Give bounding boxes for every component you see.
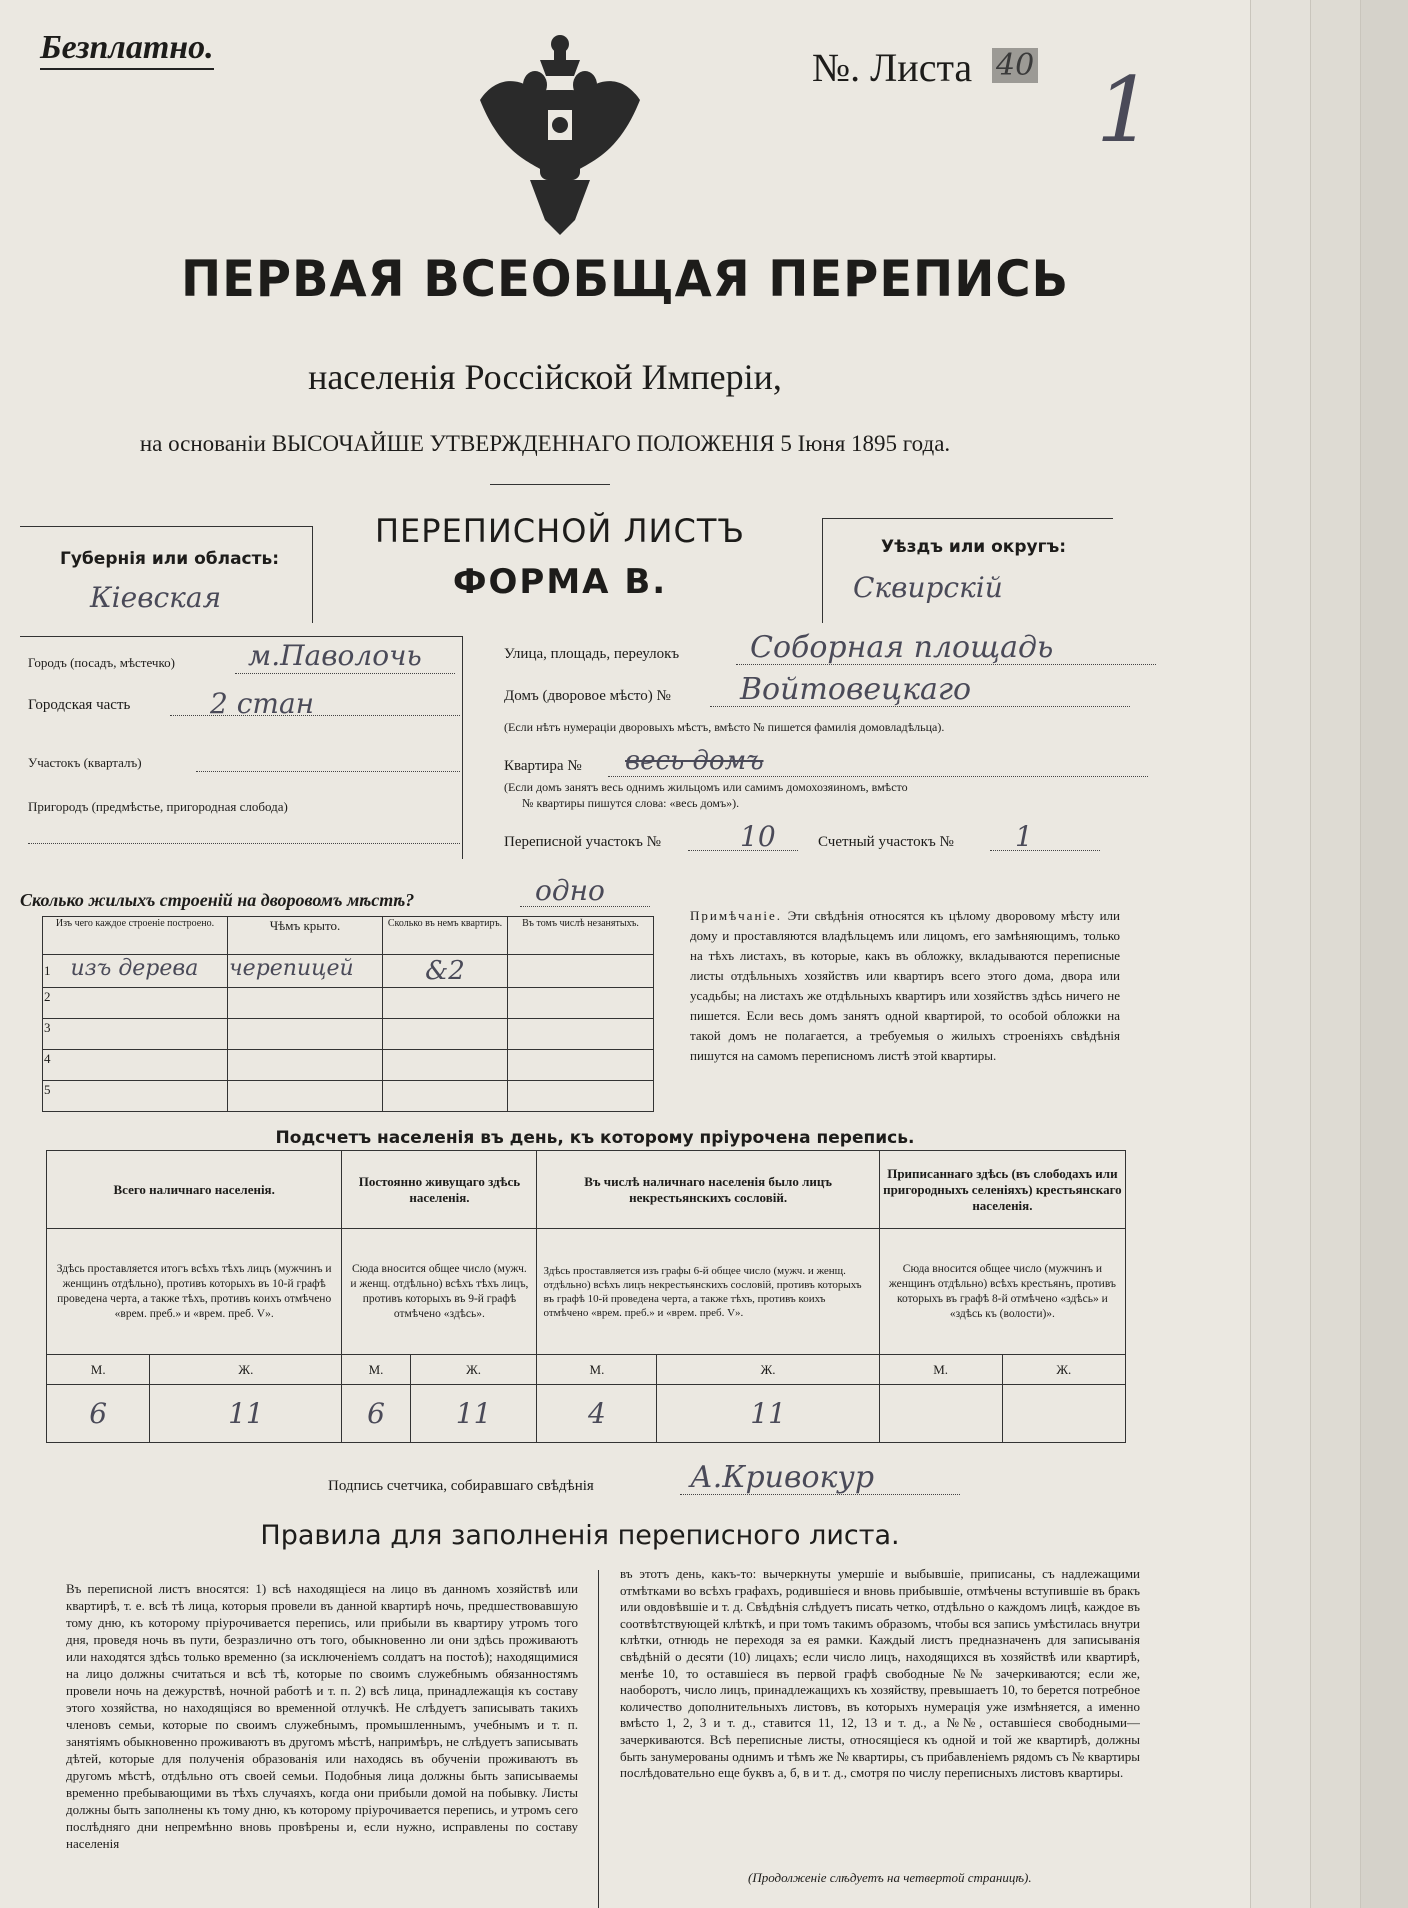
signature-label: Подпись счетчика, собиравшаго свѣдѣнія xyxy=(328,1478,594,1494)
house-value: Войтовецкаго xyxy=(740,672,972,707)
table-row xyxy=(43,1050,654,1081)
apartments-value xyxy=(383,1081,508,1112)
apartment-field-line xyxy=(608,776,1148,777)
uezd-value: Сквирскій xyxy=(853,571,1003,604)
buildings-table xyxy=(42,916,654,1112)
document-subtitle: населенія Россійской Имперіи, xyxy=(308,357,782,397)
vacant-value xyxy=(508,1019,654,1050)
roof-value xyxy=(228,988,383,1019)
table-row xyxy=(43,1081,654,1112)
street-label: Улица, площадь, переулокъ xyxy=(504,646,680,662)
uezd-label: Уѣздъ или округъ: xyxy=(881,537,1067,557)
suburb-label: Пригородъ (предмѣстье, пригородная слобода) xyxy=(28,799,288,814)
table-row xyxy=(43,988,654,1019)
uezd-box xyxy=(822,518,1113,623)
suburb-field-line xyxy=(28,843,460,844)
table-row xyxy=(43,955,654,988)
header-vacant: Въ томъ числѣ незанятыхъ. xyxy=(508,917,654,955)
column-title-non-peasant: Въ числѣ наличнаго населенія было лицъ некрестьянскихъ сословій. xyxy=(537,1151,879,1229)
male-label: М. xyxy=(342,1355,410,1385)
underlying-sheet-edge xyxy=(1360,0,1408,1908)
apartments-value xyxy=(383,1050,508,1081)
apartment-note-2: № квартиры пишутся слова: «весь домъ»). xyxy=(522,796,740,810)
document-title: ПЕРВАЯ ВСЕОБЩАЯ ПЕРЕПИСЬ xyxy=(180,250,1070,308)
rules-divider xyxy=(598,1570,599,1908)
vacant-value xyxy=(508,955,654,988)
census-area-value: 10 xyxy=(740,820,776,853)
district-field-line xyxy=(196,771,460,772)
column-title-present: Всего наличнаго населенія. xyxy=(47,1151,342,1229)
column-desc-permanent: Сюда вносится общее число (мужч. и женщ. отдѣльно) всѣхъ тѣхъ лицъ, противъ которыхъ въ 9-й графѣ отмѣчено «здѣсь». xyxy=(342,1229,537,1355)
column-desc-peasant: Сюда вносится общее число (мужчинъ и женщинъ отдѣльно) всѣхъ крестьянъ, противъ которыхъ въ графѣ 8-й отмѣчено «здѣсь» и «здѣсь къ (волости)». xyxy=(879,1229,1125,1355)
roof-value: черепицей xyxy=(228,955,383,988)
underlying-sheet-edge xyxy=(1250,0,1311,1908)
city-part-value: 2 стан xyxy=(210,687,315,720)
house-note: (Если нѣтъ нумераціи дворовыхъ мѣстъ, вмѣсто № пишется фамилія домовладѣльца). xyxy=(504,720,945,734)
vacant-value xyxy=(508,988,654,1019)
row-number: 5 xyxy=(43,1081,228,1112)
sheet-number-label: №. Листа xyxy=(812,45,973,90)
count-area-field-line xyxy=(990,850,1100,851)
population-heading: Подсчетъ населенія въ день, къ которому пріурочена перепись. xyxy=(275,1128,915,1148)
male-label: М. xyxy=(879,1355,1002,1385)
present-female-value: 11 xyxy=(150,1385,342,1443)
header-apartments: Сколько въ немъ квартиръ. xyxy=(383,917,508,955)
rules-title: Правила для заполненія переписного листа. xyxy=(260,1520,900,1551)
roof-value xyxy=(228,1019,383,1050)
non-peasant-female-value: 11 xyxy=(657,1385,879,1443)
male-label: М. xyxy=(537,1355,657,1385)
signature-value: А.Кривокур xyxy=(690,1460,875,1495)
population-table xyxy=(46,1150,1126,1443)
decree-basis: на основаніи ВЫСОЧАЙШЕ УТВЕРЖДЕННАГО ПОЛОЖЕНІЯ 5 Іюня 1895 года. xyxy=(139,431,951,456)
free-label: Безплатно. xyxy=(40,28,214,70)
city-value: м.Паволочь xyxy=(248,639,422,672)
buildings-question: Сколько жилыхъ строеній на дворовомъ мѣстѣ? xyxy=(20,890,415,910)
present-male-value: 6 xyxy=(47,1385,150,1443)
city-part-label: Городская часть xyxy=(28,697,131,713)
permanent-male-value: 6 xyxy=(342,1385,410,1443)
header-roof: Чѣмъ крыто. xyxy=(228,917,383,955)
note-block xyxy=(690,906,1120,1066)
row-number: 1 xyxy=(44,963,51,978)
column-title-permanent: Постоянно живущаго здѣсь населенія. xyxy=(342,1151,537,1229)
row-number: 4 xyxy=(43,1050,228,1081)
female-label: Ж. xyxy=(150,1355,342,1385)
row-number: 3 xyxy=(43,1019,228,1050)
non-peasant-male-value: 4 xyxy=(537,1385,657,1443)
apartments-value xyxy=(383,1019,508,1050)
double-headed-eagle-emblem xyxy=(470,30,650,240)
material-value: изъ дерева xyxy=(70,956,199,981)
permanent-female-value: 11 xyxy=(410,1385,537,1443)
rules-right-text: въ этотъ день, какъ-то: вычеркнуты умершіе и выбывшіе, приписаны, съ надлежащими отмѣтками во всѣхъ графахъ, родившіеся и вновь прибывшіе, отмѣчены вступившіе въ бракъ или овдовѣвшіе и т. д. Свѣдѣнія слѣдуетъ писать четко, отдѣльно о каждомъ лицѣ, каждое въ соотвѣтствующей клѣткѣ, и при томъ такимъ образомъ, чтобы вся запись умѣстилась внутри клѣтки, отнюдь не переходя за ея рамки. Каждый листъ предназначенъ для записыванія свѣдѣній о десяти (10) лицахъ; если число лицъ, находящихся въ хозяйствѣ или квартирѣ, менѣе 10, то оставшіеся въ первой графѣ свободные №№ зачеркиваются; если же, наоборотъ, число лицъ, принадлежащихъ къ хозяйству, превышаетъ 10, то берется потребное количество дополнительныхъ листовъ, въ которыхъ нумерація уже измѣняется, а именно вмѣсто 1, 2, 3 и т. д., ставится 11, 12, 13 и т. д., а №№, оставшіеся свободными—зачеркиваются. Всѣ переписные листы, относящіеся къ одной и той же квартирѣ, должны быть занумерованы однимъ и тѣмъ же № квартиры, съ прибавленіемъ рядомъ съ № квартиры послѣдовательно еще буквъ а, б, в и т. д., смотря по числу переписныхъ листовъ квартиры. xyxy=(620,1566,1140,1781)
form-name: ФОРМА В. xyxy=(452,562,668,602)
column-desc-present: Здѣсь проставляется итогъ всѣхъ тѣхъ лицъ (мужчинъ и женщинъ отдѣльно), противъ которыхъ въ 10-й графѣ проведена черта, а также тѣхъ, противъ коихъ отмѣчено «врем. преб.» и «врем. преб. V». xyxy=(47,1229,342,1355)
count-area-label: Счетный участокъ № xyxy=(818,834,954,850)
count-area-value: 1 xyxy=(1015,820,1033,853)
district-label: Участокъ (кварталъ) xyxy=(28,755,142,770)
city-field-line xyxy=(235,673,455,674)
buildings-answer: одно xyxy=(535,874,605,907)
male-label: М. xyxy=(47,1355,150,1385)
apartments-value xyxy=(383,988,508,1019)
vacant-value xyxy=(508,1081,654,1112)
female-label: Ж. xyxy=(1002,1355,1125,1385)
apartment-value: весь домъ xyxy=(625,746,764,776)
peasant-female-value xyxy=(1002,1385,1125,1443)
row-number: 2 xyxy=(43,988,228,1019)
gubernia-value: Кіевская xyxy=(90,581,222,614)
list-title: ПЕРЕПИСНОЙ ЛИСТЪ xyxy=(374,512,746,550)
address-right-block xyxy=(500,630,1160,858)
column-title-peasant: Приписаннаго здѣсь (въ слободахъ или пригородныхъ селеніяхъ) крестьянскаго населенія. xyxy=(879,1151,1125,1229)
rules-left-text: Въ переписной листъ вносятся: 1) всѣ находящіеся на лицо въ данномъ хозяйствѣ или квартирѣ, т. е. всѣ тѣ лица, которыя провели въ данной квартирѣ ночь, предшествовавшую тому дню, къ которому пріурочивается перепись, или прибыли въ квартиру утромъ того дня, проведя ночь въ пути, безразлично отъ того, обыкновенно ли они здѣсь проживаютъ или находятся здѣсь только временно (за исключеніемъ солдатъ на постоѣ); находящимися на лицо должны считаться и всѣ тѣ, которые по своимъ служебнымъ обязанностямъ провели ночь на дежурствѣ, ночной работѣ и т. п. 2) всѣ лица, принадлежащія къ составу этого хозяйства, но находящіяся во временной отлучкѣ. Не слѣдуетъ записывать такихъ членовъ семьи, которые по своимъ служебнымъ, промышленнымъ, учебнымъ и т. п. занятіямъ обыкновенно проживаютъ въ другомъ мѣстѣ, напримѣръ, не слѣдуетъ записывать дѣтей, которые для полученія образованія или находясь въ обученіи проживаютъ въ другомъ мѣстѣ, отдѣльно отъ своей семьи. Подобныя лица должны быть записываемы временно пребывающими въ тѣхъ случаяхъ, когда они прибыли домой на побывку. Листы должны быть заполнены къ тому дню, къ которому пріурочивается перепись, и утромъ сего послѣдняго дни непремѣнно вновь провѣрены и, если нужно, исправлены по составу населенія xyxy=(66,1581,578,1851)
gubernia-label: Губернія или область: xyxy=(60,549,280,569)
rules-continued-note: (Продолженіе слѣдуетъ на четвертой страницѣ). xyxy=(748,1870,1032,1885)
margin-mark: 1 xyxy=(1096,58,1154,163)
apartments-value: &2 xyxy=(383,955,508,988)
column-desc-non-peasant: Здѣсь проставляется изъ графы 6-й общее число (мужч. и женщ. отдѣльно) всѣхъ лицъ некрестьянскихъ сословій, противъ которыхъ въ графѣ 10-й проведена черта, а также тѣхъ, противъ коихъ отмѣчено «врем. преб.» и «врем. преб. V». xyxy=(537,1229,879,1355)
peasant-male-value xyxy=(879,1385,1002,1443)
note-title: Примѣчаніе. xyxy=(690,908,783,923)
header-material: Изъ чего каждое строеніе построено. xyxy=(43,917,228,955)
rules-left-column xyxy=(66,1580,578,1902)
roof-value xyxy=(228,1050,383,1081)
apartment-note-1: (Если домъ занятъ весь однимъ жильцомъ или самимъ домохозяиномъ, вмѣсто xyxy=(504,780,908,794)
address-left-block xyxy=(20,636,463,859)
rules-right-column xyxy=(620,1566,1140,1876)
gubernia-box xyxy=(20,526,313,623)
note-text: Эти свѣдѣнія относятся къ цѣлому дворовому мѣсту или дому и проставляются владѣльцемъ или лицомъ, его замѣняющимъ, только на тѣхъ листахъ, въ которые, какъ въ обложку, вкладываются переписные листы отдѣльныхъ хозяйствъ или квартиръ всего этого дома, двора или усадьбы; на листахъ же отдѣльныхъ квартиръ или хозяйствъ здѣсь ничего не пишется. Если весь домъ занятъ одной квартирой, то особой обложки на такой домъ не полагается, а требуемыя о жилыхъ строеніяхъ свѣдѣнія пишутся на самомъ переписномъ листѣ этой квартиры. xyxy=(690,908,1120,1063)
house-label: Домъ (дворовое мѣсто) № xyxy=(504,688,671,704)
female-label: Ж. xyxy=(657,1355,879,1385)
vacant-value xyxy=(508,1050,654,1081)
table-row xyxy=(43,1019,654,1050)
apartment-label: Квартира № xyxy=(504,758,582,774)
city-label: Городъ (посадъ, мѣстечко) xyxy=(28,655,175,670)
roof-value xyxy=(228,1081,383,1112)
female-label: Ж. xyxy=(410,1355,537,1385)
street-value: Соборная площадь xyxy=(750,630,1054,665)
census-area-label: Переписной участокъ № xyxy=(504,834,661,850)
underlying-sheet-edge xyxy=(1310,0,1361,1908)
divider xyxy=(490,484,610,485)
sheet-number-value: 40 xyxy=(992,48,1038,83)
